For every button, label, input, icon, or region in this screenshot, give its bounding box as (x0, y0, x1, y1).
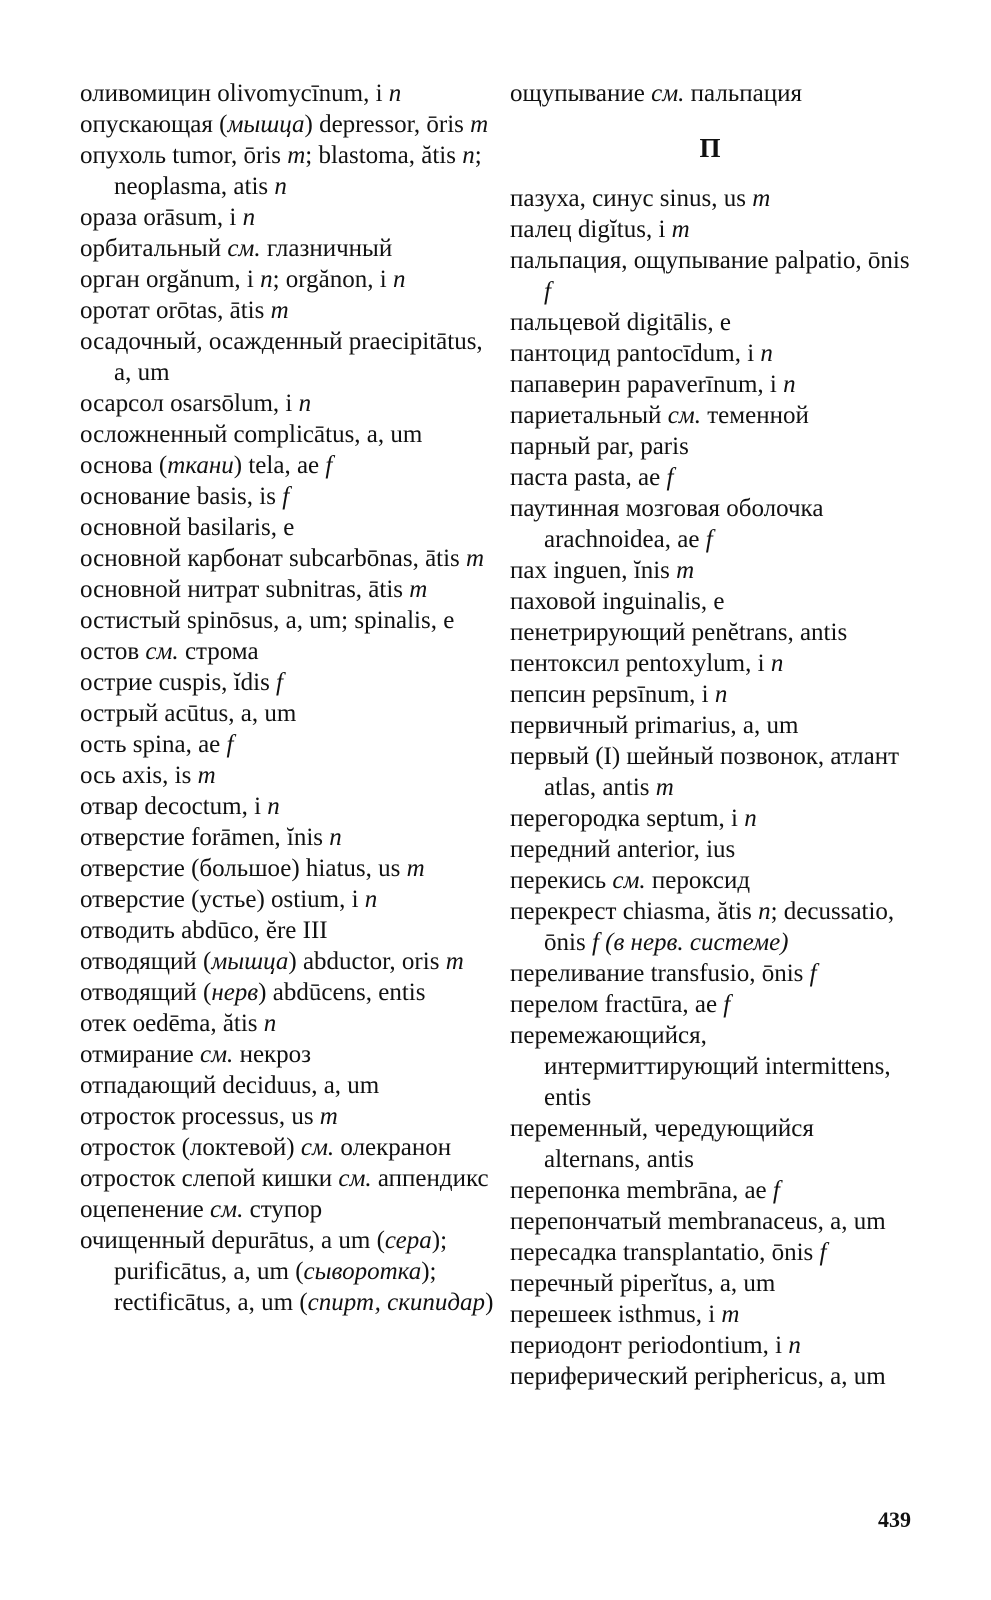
dictionary-entry: паста pasta, ae f (510, 464, 674, 491)
italic-text: сыворотка (303, 1258, 422, 1285)
italic-text: n (298, 390, 312, 417)
dictionary-entry: перепонка membrāna, ae f (510, 1177, 780, 1204)
italic-text: f (666, 464, 674, 491)
dictionary-entry: пазуха, синус sinus, us m (510, 185, 771, 212)
italic-text: m (319, 1103, 338, 1130)
dictionary-entry: пальцевой digitālis, e (510, 309, 731, 336)
dictionary-entry: основной карбонат subcarbōnas, ātis m (80, 545, 485, 572)
dictionary-entry: отверстие (устье) ostium, i n (80, 886, 378, 913)
italic-text: m (721, 1301, 740, 1328)
italic-text: n (267, 793, 280, 820)
dictionary-entry: первый (I) шейный позвонок, атлант atlas, antis m (510, 743, 900, 801)
dictionary-entry: ощупывание см. пальпация (510, 80, 802, 107)
italic-text: f (276, 669, 283, 696)
italic-text: f (705, 526, 713, 553)
dictionary-entry: пантоцид pantocīdum, i n (510, 340, 773, 367)
italic-text: спирт, скипидар (307, 1289, 486, 1316)
italic-text: m (445, 948, 464, 975)
dictionary-entry: пересадка transplantatio, ōnis f (510, 1239, 827, 1266)
italic-text: n (714, 681, 728, 708)
dictionary-entry: перешеек isthmus, i m (510, 1301, 740, 1328)
dictionary-entry: опухоль tumor, ōris m; blastoma, ătis n; neoplasma, atis n (80, 142, 482, 200)
dictionary-entry: паутинная мозговая оболочка arachnoidea, ae f (510, 495, 824, 553)
dictionary-entry: осадочный, осажденный praecipitātus, a, um (80, 328, 483, 386)
dictionary-entry: ось axis, is m (80, 762, 216, 789)
dictionary-entry: перемежающийся, интермиттирующий intermittens, entis (510, 1022, 891, 1111)
italic-text: m (409, 576, 428, 603)
dictionary-entry: основание basis, is f (80, 483, 290, 510)
italic-text: см. (145, 638, 179, 665)
italic-text: см. (210, 1196, 244, 1223)
italic-text: n (770, 650, 784, 677)
dictionary-entry: оцепенение см. ступор (80, 1196, 323, 1223)
italic-text: m (466, 545, 485, 572)
italic-text: сера (384, 1227, 432, 1254)
italic-text: n (758, 898, 771, 925)
dictionary-entry: отпадающий deciduus, a, um (80, 1072, 380, 1099)
dictionary-entry: передний anterior, ius (510, 836, 736, 863)
dictionary-entry: пентоксил pentoxylum, i n (510, 650, 784, 677)
dictionary-entry: отводить abdūco, ĕre III (80, 917, 328, 944)
italic-text: см. (300, 1134, 335, 1161)
dictionary-entry: папаверин papaverīnum, i n (510, 371, 796, 398)
italic-text: f (282, 483, 290, 510)
dictionary-entry: основной нитрат subnitras, ātis m (80, 576, 428, 603)
italic-text: f (325, 452, 333, 479)
italic-text: m (270, 297, 289, 324)
italic-text: n (364, 886, 378, 913)
dictionary-entry: отросток слепой кишки см. аппендикс (80, 1165, 489, 1192)
italic-text: n (392, 266, 406, 293)
dictionary-entry: очищенный depurātus, a um (сера); purificātus, a, um (сыворотка); rectificātus, a, um (спирт, скипидар) (80, 1227, 494, 1316)
dictionary-entry: периферический periphericus, a, um (510, 1363, 886, 1390)
italic-text: n (788, 1332, 801, 1359)
dictionary-entry: ость spina, ae f (80, 731, 234, 758)
dictionary-entry: паховой inguinalis, e (510, 588, 725, 615)
dictionary-entry: основа (ткани) tela, ae f (80, 452, 333, 479)
dictionary-entry: отвар decoctum, i n (80, 793, 280, 820)
dictionary-entry: орбитальный см. глазничный (80, 235, 393, 262)
dictionary-entry: палец digĭtus, i m (510, 216, 690, 243)
dictionary-entry: острие cuspis, ĭdis f (80, 669, 283, 696)
italic-text: f (в нерв. системе) (591, 929, 789, 956)
dictionary-entry: париетальный см. теменной (510, 402, 809, 429)
dictionary-entry: перепончатый membranaceus, a, um (510, 1208, 886, 1235)
italic-text: n (260, 266, 273, 293)
dictionary-entry: опускающая (мышца) depressor, ōris m (80, 111, 489, 138)
italic-text: f (819, 1239, 827, 1266)
dictionary-entry: первичный primarius, a, um (510, 712, 799, 739)
dictionary-entry: орган orgănum, i n; orgănon, i n (80, 266, 406, 293)
italic-text: нерв (211, 979, 259, 1006)
italic-text: m (470, 111, 489, 138)
dictionary-entry: пепсин pepsīnum, i n (510, 681, 728, 708)
italic-text: f (723, 991, 731, 1018)
dictionary-entry: перегородка septum, i n (510, 805, 757, 832)
dictionary-entry: переменный, чередующийся alternans, antis (510, 1115, 814, 1173)
italic-text: n (462, 142, 475, 169)
italic-text: см. (338, 1165, 372, 1192)
italic-text: f (809, 960, 817, 987)
dictionary-entry: перелом fractūra, ae f (510, 991, 731, 1018)
italic-text: n (329, 824, 342, 851)
dictionary-entry: парный par, paris (510, 433, 689, 460)
dictionary-entry: осарсол osarsōlum, i n (80, 390, 312, 417)
page-number: 439 (878, 1507, 911, 1532)
dictionary-entry: отмирание см. некроз (80, 1041, 312, 1068)
italic-text: m (676, 557, 695, 584)
dictionary-entry: пенетрирующий penĕtrans, antis (510, 619, 848, 646)
italic-text: см. (612, 867, 646, 894)
italic-text: n (783, 371, 796, 398)
dictionary-entry: перекрест chiasma, ătis n; decussatio, ōnis f (в нерв. системе) (510, 898, 895, 956)
italic-text: см. (667, 402, 701, 429)
italic-text: n (760, 340, 773, 367)
italic-text: n (274, 173, 287, 200)
dictionary-entry: отверстие forāmen, ĭnis n (80, 824, 342, 851)
dictionary-entry: перечный piperĭtus, a, um (510, 1270, 776, 1297)
italic-text: m (671, 216, 690, 243)
dictionary-entry: отросток processus, us m (80, 1103, 338, 1130)
dictionary-entry: остистый spinōsus, a, um; spinalis, e (80, 607, 455, 634)
italic-text: f (226, 731, 234, 758)
italic-text: f (544, 278, 551, 305)
dictionary-entry: остов см. строма (80, 638, 259, 665)
left-column (80, 78, 495, 1318)
italic-text: m (406, 855, 425, 882)
dictionary-entry: пах inguen, ĭnis m (510, 557, 695, 584)
italic-text: см. (651, 80, 685, 107)
italic-text: мышца (211, 948, 289, 975)
italic-text: n (744, 805, 757, 832)
dictionary-entry: основной basilaris, e (80, 514, 295, 541)
italic-text: f (772, 1177, 780, 1204)
dictionary-entry: осложненный complicātus, a, um (80, 421, 423, 448)
dictionary-entry: перекись см. пероксид (510, 867, 751, 894)
italic-text: m (752, 185, 771, 212)
dictionary-entry: оротат orōtas, ātis m (80, 297, 289, 324)
right-column (510, 78, 910, 1392)
dictionary-entry: ораза orāsum, i n (80, 204, 256, 231)
dictionary-entry: отросток (локтевой) см. олекранон (80, 1134, 452, 1161)
dictionary-entry: отводящий (нерв) abdūcens, entis (80, 979, 426, 1006)
italic-text: см. (200, 1041, 234, 1068)
italic-text: n (388, 80, 402, 107)
dictionary-entry: переливание transfusio, ōnis f (510, 960, 817, 987)
italic-text: n (263, 1010, 277, 1037)
dictionary-entry: острый acūtus, a, um (80, 700, 297, 727)
dictionary-entry: оливомицин olivomycīnum, i n (80, 80, 402, 107)
italic-text: ткани (167, 452, 234, 479)
italic-text: m (287, 142, 306, 169)
dictionary-entry: периодонт periodontium, i n (510, 1332, 801, 1359)
italic-text: мышца (227, 111, 305, 138)
dictionary-entry: отек oedēma, ătis n (80, 1010, 277, 1037)
italic-text: см. (227, 235, 261, 262)
dictionary-entry: пальпация, ощупывание palpatio, ōnis f (510, 247, 910, 305)
italic-text: n (242, 204, 256, 231)
italic-text: m (655, 774, 674, 801)
dictionary-entry: отводящий (мышца) abductor, oris m (80, 948, 464, 975)
italic-text: m (197, 762, 216, 789)
section-letter: П (699, 133, 721, 163)
dictionary-entry: отверстие (большое) hiatus, us m (80, 855, 425, 882)
